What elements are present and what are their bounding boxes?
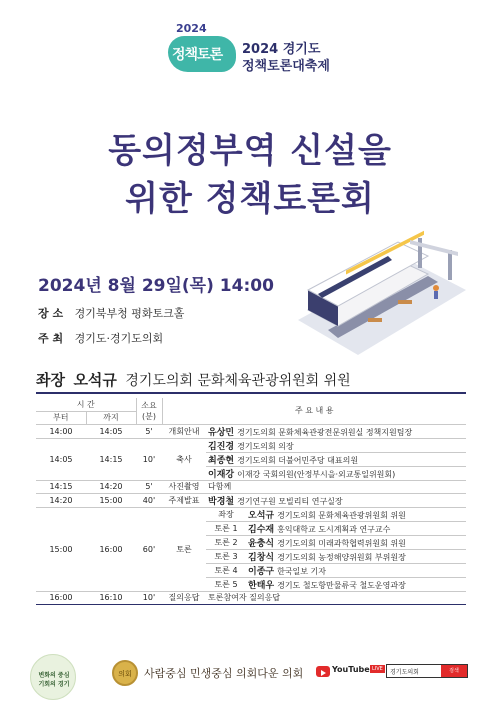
event-datetime: 2024년 8월 29일(목) 14:00 bbox=[38, 276, 274, 296]
speaker-desc: 홍익대학교 도시계획과 연구교수 bbox=[277, 524, 391, 534]
venue-row bbox=[38, 305, 184, 321]
speaker-name: 윤충식 bbox=[248, 538, 275, 549]
cell-section: 주제발표 bbox=[162, 493, 206, 507]
host-row bbox=[38, 330, 163, 346]
speaker-name: 이종구 bbox=[248, 566, 275, 577]
cell-detail bbox=[246, 535, 466, 549]
header-duration: 소요(분) bbox=[136, 398, 162, 424]
festival-year: 2024 경기도 bbox=[242, 42, 321, 57]
header-to: 까지 bbox=[86, 411, 136, 424]
search-input[interactable]: 경기도의회 bbox=[390, 669, 419, 676]
speaker-desc: 경기도 철도항만물류국 철도운영과장 bbox=[277, 580, 406, 590]
train-station-illustration bbox=[288, 230, 466, 360]
speaker-desc: 경기도의회 농정해양위원회 부위원장 bbox=[277, 552, 406, 562]
cell-detail bbox=[246, 521, 466, 535]
search-button[interactable]: 검색 bbox=[441, 665, 467, 677]
cell-detail bbox=[246, 563, 466, 577]
cell-to: 16:00 bbox=[86, 507, 136, 591]
header-time: 시 간 bbox=[36, 398, 136, 411]
cell-duration: 40' bbox=[136, 493, 162, 507]
cell-role: 좌장 bbox=[206, 507, 246, 521]
speaker-desc: 이재강 국회의원(안정부시을·외교통일위원회) bbox=[237, 469, 396, 479]
cell-duration: 10' bbox=[136, 591, 162, 604]
cell-role: 토론 5 bbox=[206, 577, 246, 591]
speaker-name: 김창식 bbox=[248, 552, 275, 563]
table-row bbox=[36, 438, 466, 452]
cell-duration: 5' bbox=[136, 480, 162, 493]
cell-to: 16:10 bbox=[86, 591, 136, 604]
speaker-desc: 경기도의회 문화체육관광전문위원실 정책지원팀장 bbox=[237, 427, 413, 437]
page-title-line-2: 위한 정책토론회 bbox=[125, 179, 375, 219]
cell-detail bbox=[246, 549, 466, 563]
speaker-name: 이재강 bbox=[208, 469, 235, 480]
chair-info bbox=[36, 369, 351, 390]
header-from: 부터 bbox=[36, 411, 86, 424]
speaker-name: 최종현 bbox=[208, 455, 235, 466]
youtube-word: YouTube bbox=[332, 665, 370, 674]
cell-from: 14:15 bbox=[36, 480, 86, 493]
chair-label: 좌장 bbox=[36, 371, 65, 389]
cell-duration: 60' bbox=[136, 507, 162, 591]
cell-section: 개회안내 bbox=[162, 424, 206, 438]
festival-logo bbox=[168, 22, 238, 76]
cell-section: 질의응답 bbox=[162, 591, 206, 604]
cell-to: 15:00 bbox=[86, 493, 136, 507]
cell-from: 14:05 bbox=[36, 438, 86, 480]
table-row bbox=[36, 424, 466, 438]
cell-role: 토론 3 bbox=[206, 549, 246, 563]
cell-section: 토론 bbox=[162, 507, 206, 591]
cell-detail bbox=[206, 424, 466, 438]
chair-affiliation: 경기도의회 문화체육관광위원회 위원 bbox=[125, 373, 351, 389]
speaker-desc: 경기도의회 더불어민주당 대표의원 bbox=[237, 455, 359, 465]
cell-role: 토론 1 bbox=[206, 521, 246, 535]
council-seal-icon bbox=[112, 660, 138, 686]
table-header-row bbox=[36, 398, 466, 411]
cell-from: 16:00 bbox=[36, 591, 86, 604]
speaker-name: 오석규 bbox=[248, 510, 275, 521]
cell-from: 15:00 bbox=[36, 507, 86, 591]
chair-name: 오석규 bbox=[73, 371, 117, 389]
speaker-desc: 경기연구원 모빌리티 연구실장 bbox=[237, 496, 343, 506]
live-badge: LIVE bbox=[372, 666, 383, 672]
cell-detail bbox=[246, 577, 466, 591]
speaker-name: 김수재 bbox=[248, 524, 275, 535]
venue-value: 경기북부청 평화토크홀 bbox=[74, 307, 185, 320]
search-box[interactable] bbox=[386, 664, 468, 678]
cell-section: 축사 bbox=[162, 438, 206, 480]
divider bbox=[36, 392, 466, 394]
cell-from: 14:00 bbox=[36, 424, 86, 438]
speaker-desc: 경기도의회 의장 bbox=[237, 441, 294, 451]
speaker-name: 박경철 bbox=[208, 496, 235, 507]
youtube-live-logo[interactable] bbox=[316, 665, 384, 679]
cell-detail bbox=[206, 493, 466, 507]
schedule-table bbox=[36, 398, 466, 605]
festival-name: 정책토론대축제 bbox=[242, 59, 330, 74]
header-content: 주 요 내 용 bbox=[162, 398, 466, 424]
cell-to: 14:15 bbox=[86, 438, 136, 480]
cell-duration: 10' bbox=[136, 438, 162, 480]
cell-to: 14:05 bbox=[86, 424, 136, 438]
cell-detail bbox=[206, 452, 466, 466]
speaker-name: 유상민 bbox=[208, 427, 235, 438]
youtube-icon bbox=[316, 666, 330, 677]
cell-detail bbox=[246, 507, 466, 521]
speaker-desc: 경기도의회 문화체육관광위원회 위원 bbox=[277, 510, 406, 520]
page-title-line-1: 동의정부역 신설을 bbox=[108, 131, 392, 171]
table-row bbox=[36, 480, 466, 493]
logo-year: 2024 bbox=[176, 22, 207, 35]
table-row bbox=[36, 591, 466, 604]
council-slogan: 사람중심 민생중심 의회다운 의회 bbox=[144, 667, 304, 680]
table-row bbox=[36, 507, 466, 521]
speaker-desc: 경기도의회 미래과학협력위원회 위원 bbox=[277, 538, 406, 548]
cell-section: 사진촬영 bbox=[162, 480, 206, 493]
badge-line-2: 기회의 경기 bbox=[38, 681, 70, 688]
cell-detail: 토론참여자 질의응답 bbox=[206, 591, 466, 604]
cell-detail bbox=[206, 438, 466, 452]
cell-role: 토론 4 bbox=[206, 563, 246, 577]
footer bbox=[0, 650, 500, 706]
logo-text: 정책토론 bbox=[172, 47, 223, 63]
cell-to: 14:20 bbox=[86, 480, 136, 493]
slogan-badge bbox=[30, 654, 76, 700]
cell-detail: 다함께 bbox=[206, 480, 466, 493]
header bbox=[0, 0, 500, 90]
speaker-name: 김진경 bbox=[208, 441, 235, 452]
host-label: 주 최 bbox=[38, 332, 64, 345]
cell-detail bbox=[206, 466, 466, 480]
cell-from: 14:20 bbox=[36, 493, 86, 507]
badge-line-1: 변화의 중심 bbox=[38, 672, 70, 679]
host-value: 경기도·경기도의회 bbox=[74, 332, 164, 345]
cell-duration: 5' bbox=[136, 424, 162, 438]
seal-text: 의회 bbox=[118, 670, 132, 678]
cell-role: 토론 2 bbox=[206, 535, 246, 549]
venue-label: 장 소 bbox=[38, 307, 64, 320]
table-row bbox=[36, 493, 466, 507]
speaker-name: 한태우 bbox=[248, 580, 275, 591]
speaker-desc: 한국일보 기자 bbox=[277, 566, 327, 576]
